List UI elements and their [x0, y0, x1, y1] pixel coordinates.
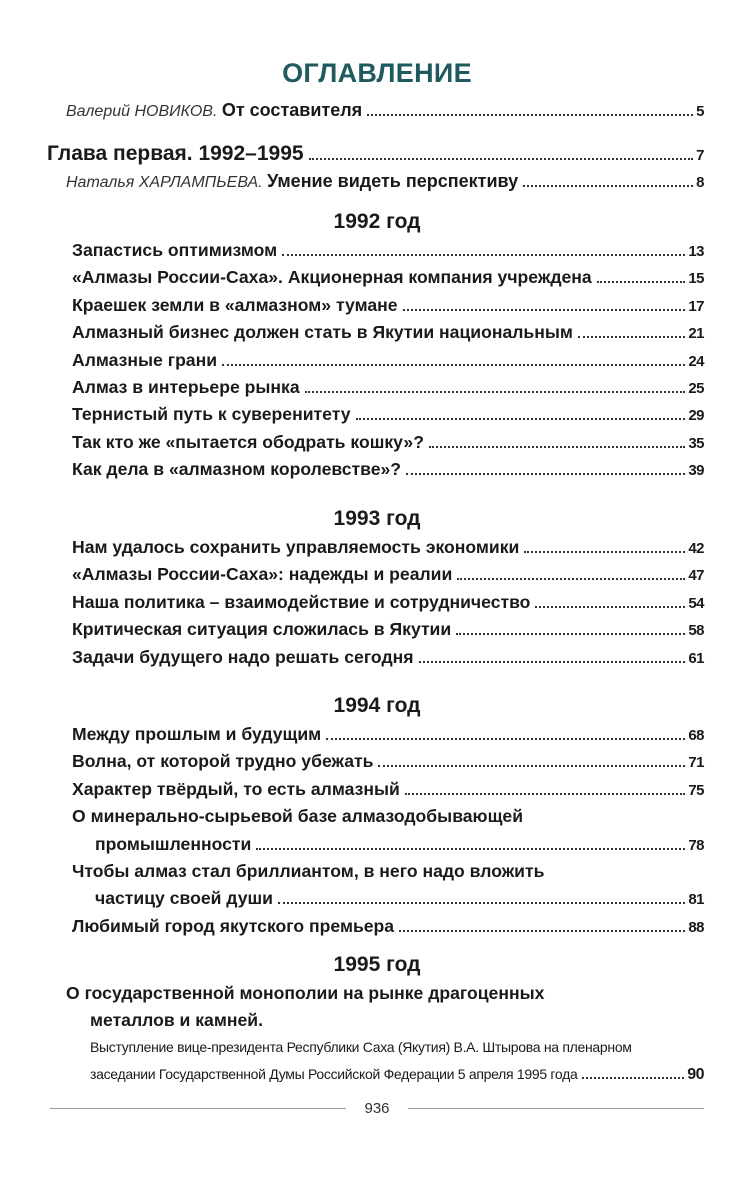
section-year: 1994 год [333, 694, 421, 717]
dot-leader [406, 473, 685, 475]
entry-page: 42 [688, 540, 704, 557]
entry-page: 29 [688, 407, 704, 425]
dot-leader [282, 254, 685, 256]
toc-entry[interactable] [72, 779, 704, 800]
entry-title-continued: частицу своей души [95, 888, 273, 909]
toc-entry[interactable] [72, 619, 704, 640]
toc-entry[interactable] [72, 647, 704, 668]
section-year: 1993 год [333, 507, 421, 530]
entry-title: Критическая ситуация сложилась в Якутии [72, 619, 452, 640]
chapter-title: Глава первая. 1992–1995 [47, 142, 304, 165]
toc-entry[interactable] [72, 537, 704, 558]
entry-title: Любимый город якутского премьера [72, 915, 395, 936]
entry-title: Нам удалось сохранить управляемость экономики [72, 537, 520, 557]
toc-entry-compiler[interactable] [66, 100, 704, 121]
entry-page: 8 [696, 174, 704, 191]
entry-page: 21 [688, 325, 704, 343]
section-year: 1995 год [333, 953, 421, 976]
toc-entry[interactable] [95, 834, 704, 855]
entry-page: 75 [688, 781, 704, 799]
toc-entry[interactable] [72, 350, 704, 371]
footer-rule-right [408, 1108, 704, 1109]
entry-page: 25 [688, 380, 704, 397]
dot-leader [457, 578, 685, 580]
entry-title: Тернистый путь к суверенитету [72, 404, 351, 425]
toc-entry[interactable] [72, 240, 704, 261]
entry-title: Между прошлым и будущим [72, 724, 322, 744]
page-number: 936 [364, 1100, 390, 1117]
entry-page: 39 [688, 462, 704, 480]
entry-page: 68 [688, 727, 704, 744]
dot-leader [309, 158, 694, 160]
entry-title: Алмазные грани [72, 349, 218, 370]
toc-entry[interactable] [72, 295, 704, 316]
entry-title: Задачи будущего надо решать сегодня [72, 646, 414, 667]
toc-entry[interactable] [72, 751, 704, 772]
entry-page: 58 [688, 622, 704, 640]
toc-entry[interactable] [95, 888, 704, 909]
entry-page: 24 [688, 352, 704, 370]
toc-entry[interactable] [72, 916, 704, 937]
entry-title: Умение видеть перспективу [267, 171, 519, 191]
dot-leader [582, 1077, 684, 1079]
entry-title: Так кто же «пытается ободрать кошку»? [72, 431, 424, 452]
entry-title: Алмаз в интерьере рынка [72, 377, 300, 397]
dot-leader [326, 738, 685, 740]
footer-rule-left [50, 1108, 346, 1109]
dot-leader [399, 930, 685, 932]
section-year: 1992 год [333, 210, 421, 233]
entry-title: Характер твёрдый, то есть алмазный [72, 778, 400, 799]
toc-entry[interactable] [72, 564, 704, 585]
entry-title: Волна, от которой трудно убежать [72, 751, 374, 772]
dot-leader [597, 281, 686, 283]
entry-title: Как дела в «алмазном королевстве»? [72, 459, 402, 480]
dot-leader [405, 793, 685, 795]
dot-leader [419, 661, 686, 663]
dot-leader [578, 336, 685, 338]
entry-title: Алмазный бизнес должен стать в Якутии национальным [72, 322, 573, 343]
entry-title: «Алмазы России-Саха». Акционерная компания учреждена [72, 267, 592, 288]
entry-title: Краешек земли в «алмазном» тумане [72, 294, 398, 315]
entry-title-continued[interactable]: металлов и камней. [90, 1010, 263, 1031]
entry-page: 90 [687, 1066, 704, 1084]
page-title: ОГЛАВЛЕНИЕ [282, 58, 472, 88]
toc-entry-chapter-intro[interactable] [66, 171, 704, 192]
dot-leader [403, 309, 686, 311]
entry-title[interactable]: О минерально-сырьевой базе алмазодобывающей [72, 806, 524, 827]
dot-leader [367, 114, 693, 116]
dot-leader [523, 185, 693, 187]
entry-page: 54 [688, 594, 704, 612]
toc-entry[interactable] [72, 377, 704, 398]
toc-entry[interactable] [72, 267, 704, 288]
toc-entry[interactable] [72, 459, 704, 480]
dot-leader [256, 848, 685, 850]
entry-page: 15 [688, 270, 704, 288]
entry-title[interactable]: О государственной монополии на рынке драгоценных [66, 983, 545, 1003]
entry-title[interactable]: Чтобы алмаз стал бриллиантом, в него надо вложить [72, 861, 545, 881]
toc-entry[interactable] [72, 724, 704, 745]
entry-page: 78 [688, 836, 704, 854]
entry-page: 47 [688, 567, 704, 585]
entry-page: 88 [688, 918, 704, 936]
entry-note-continued: заседании Государственной Думы Российской Федерации 5 апреля 1995 года [90, 1066, 578, 1083]
entry-page: 71 [688, 754, 704, 772]
entry-page: 13 [688, 243, 704, 260]
toc-entry-note-row[interactable] [90, 1066, 704, 1084]
dot-leader [305, 391, 686, 393]
toc-entry[interactable] [72, 322, 704, 343]
toc-entry[interactable] [72, 592, 704, 613]
entry-page: 81 [688, 891, 704, 909]
dot-leader [524, 551, 685, 553]
entry-page: 17 [688, 297, 704, 315]
dot-leader [278, 902, 685, 904]
entry-title: От составителя [221, 100, 363, 120]
entry-page: 61 [688, 649, 704, 667]
dot-leader [456, 633, 685, 635]
toc-entry[interactable] [72, 432, 704, 453]
toc-chapter[interactable] [47, 142, 704, 166]
entry-title: «Алмазы России-Саха»: надежды и реалии [72, 564, 453, 585]
dot-leader [356, 418, 686, 420]
entry-title: Запастись оптимизмом [72, 240, 278, 260]
page-footer [50, 1100, 704, 1117]
dot-leader [429, 446, 685, 448]
entry-page: 5 [696, 103, 704, 120]
entry-note: Выступление вице-президента Республики Саха (Якутия) В.А. Штырова на пленарном [90, 1038, 632, 1055]
entry-page: 35 [688, 434, 704, 452]
entry-title-continued: промышленности [95, 833, 252, 854]
entry-author: Валерий НОВИКОВ. [66, 103, 218, 120]
entry-author: Наталья ХАРЛАМПЬЕВА. [66, 174, 263, 191]
entry-title: Наша политика – взаимодействие и сотрудничество [72, 591, 531, 612]
dot-leader [535, 606, 685, 608]
dot-leader [378, 765, 685, 767]
chapter-page: 7 [696, 147, 704, 164]
toc-entry[interactable] [72, 404, 704, 425]
dot-leader [222, 364, 685, 366]
